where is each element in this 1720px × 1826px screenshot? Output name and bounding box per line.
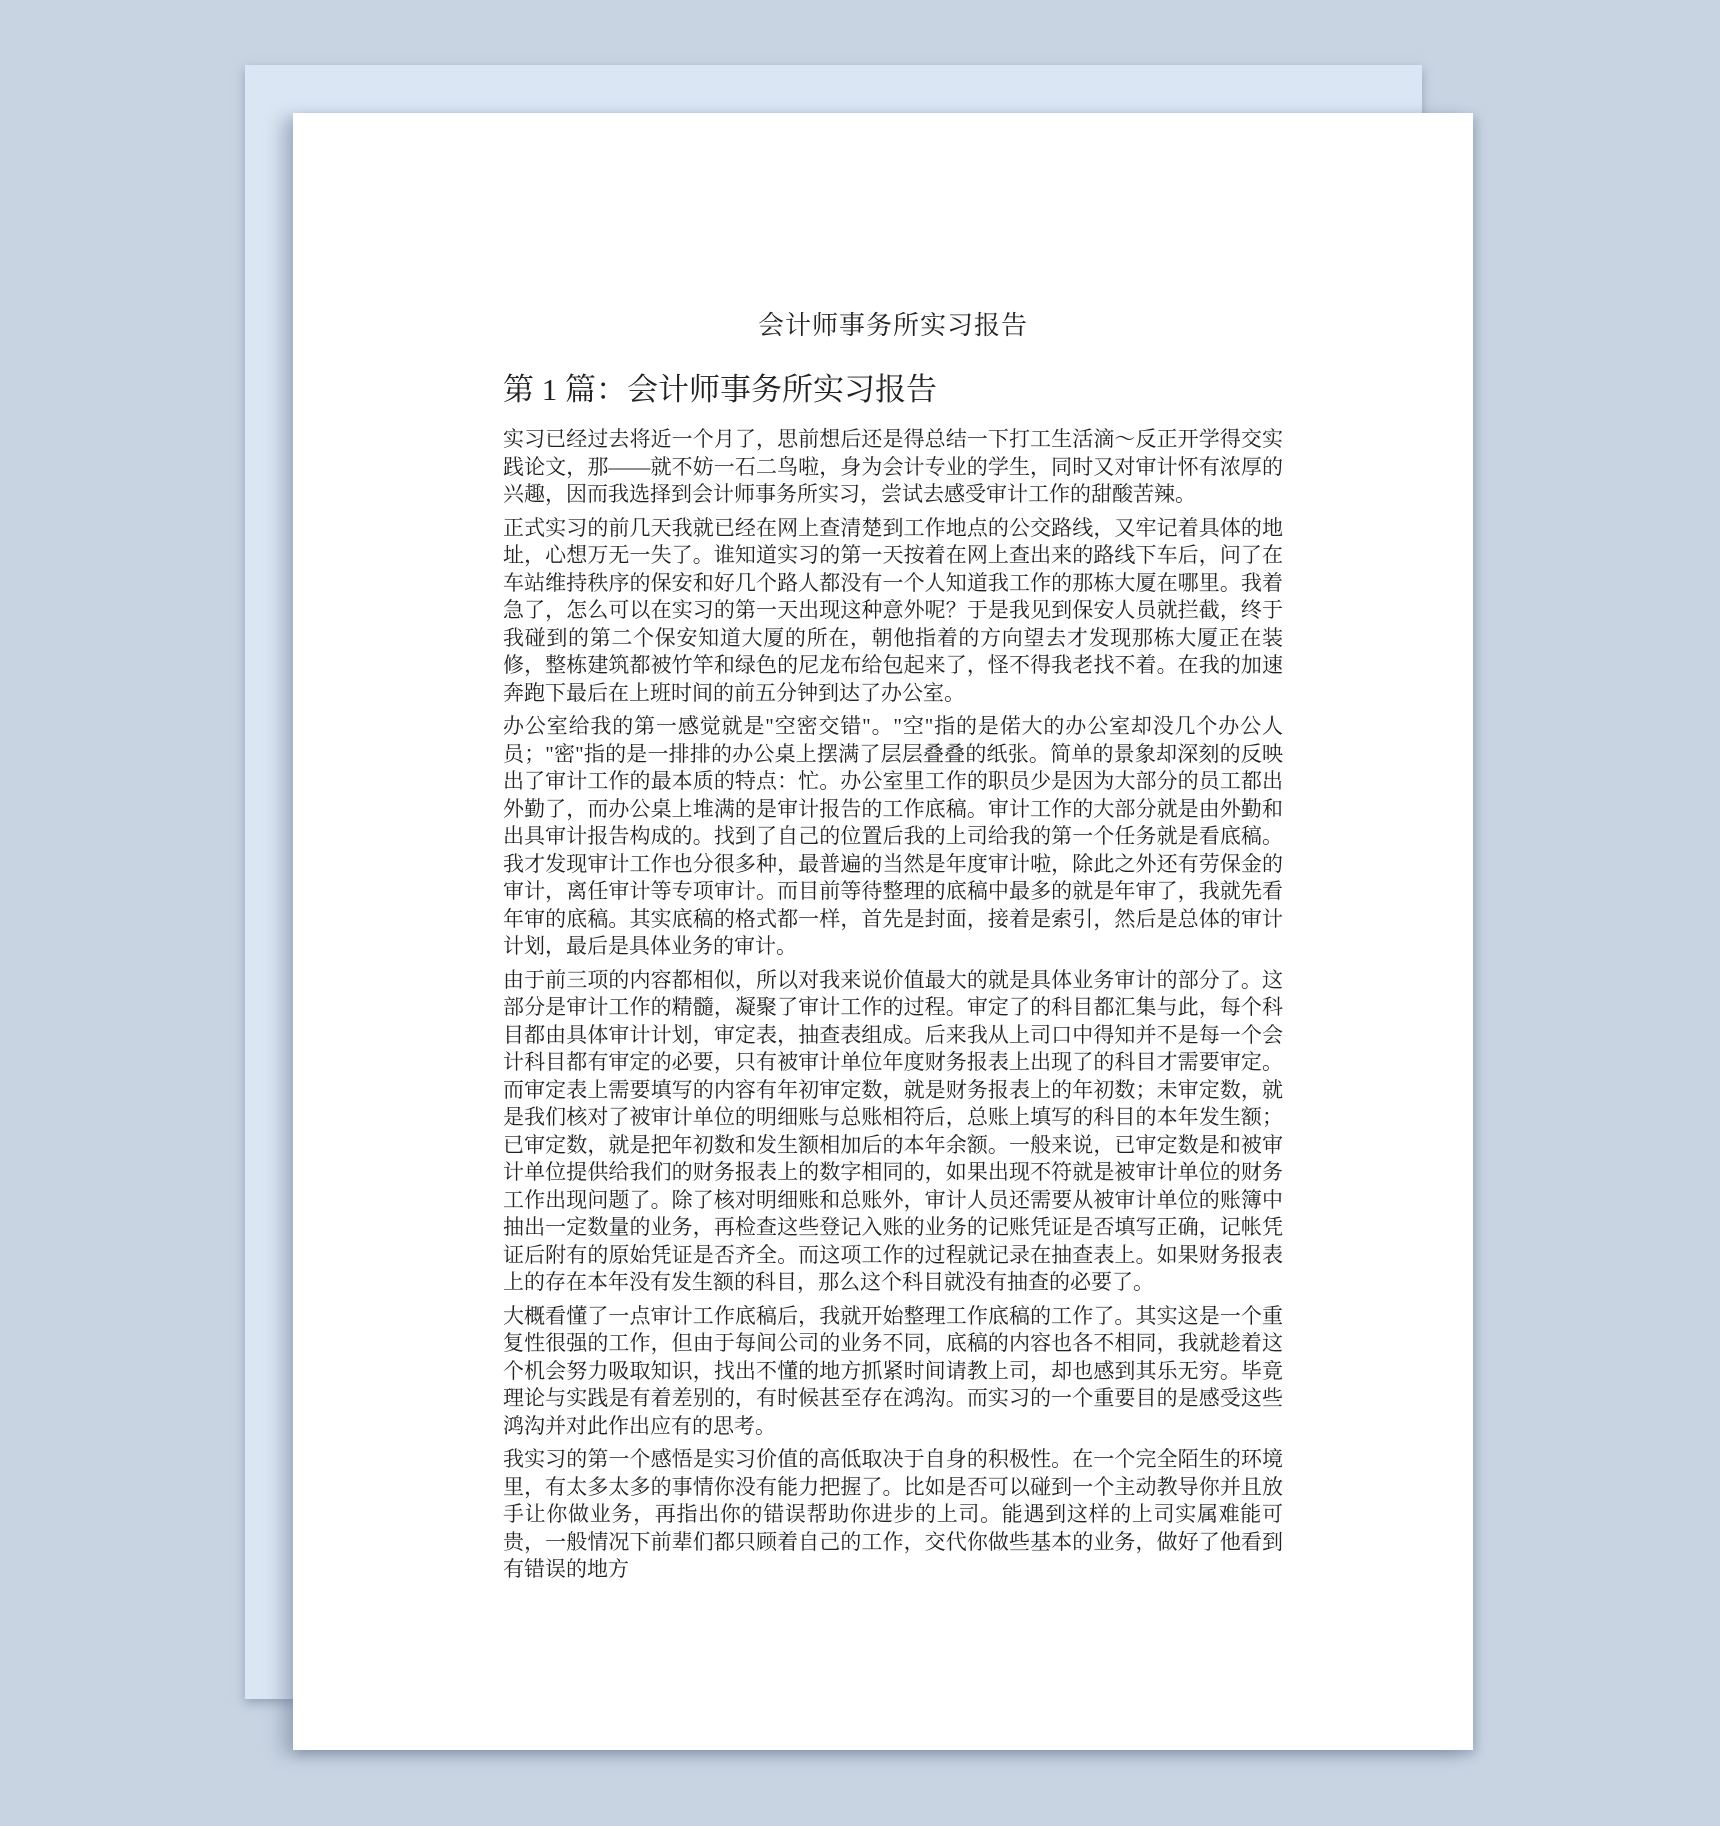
paragraph-5: 大概看懂了一点审计工作底稿后，我就开始整理工作底稿的工作了。其实这是一个重复性很强的工作，但由于每间公司的业务不同，底稿的内容也各不相同，我就趁着这个机会努力吸取知识，找出不懂的地方抓紧时间请教上司，却也感到其乐无穷。毕竟理论与实践是有着差别的，有时候甚至存在鸿沟。而实习的一个重要目的是感受这些鸿沟并对此作出应有的思考。	[503, 1303, 1283, 1438]
document-title: 会计师事务所实习报告	[757, 311, 1028, 340]
paragraph-3: 办公室给我的第一感觉就是"空密交错"。"空"指的是偌大的办公室却没几个办公人员；"密"指的是一排排的办公桌上摆满了层层叠叠的纸张。简单的景象却深刻的反映出了审计工作的最本质的特点：忙。办公室里工作的职员少是因为大部分的员工都出外勤了，而办公桌上堆满的是审计报告的工作底稿。审计工作的大部分就是由外勤和出具审计报告构成的。找到了自己的位置后我的上司给我的第一个任务就是看底稿。我才发现审计工作也分很多种，最普遍的当然是年度审计啦，除此之外还有劳保金的审计，离任审计等专项审计。而目前等待整理的底稿中最多的就是年审了，我就先看年审的底稿。其实底稿的格式都一样，首先是封面，接着是索引，然后是总体的审计计划，最后是具体业务的审计。	[503, 714, 1283, 958]
paragraph-4: 由于前三项的内容都相似，所以对我来说价值最大的就是具体业务审计的部分了。这部分是审计工作的精髓，凝聚了审计工作的过程。审定了的科目都汇集与此，每个科目都由具体审计计划，审定表，抽查表组成。后来我从上司口中得知并不是每一个会计科目都有审定的必要，只有被审计单位年度财务报表上出现了的科目才需要审定。而审定表上需要填写的内容有年初审定数，就是财务报表上的年初数；未审定数，就是我们核对了被审计单位的明细账与总账相符后，总账上填写的科目的本年发生额；已审定数，就是把年初数和发生额相加后的本年余额。一般来说，已审定数是和被审计单位提供给我们的财务报表上的数字相同的，如果出现不符就是被审计单位的财务工作出现问题了。除了核对明细账和总账外，审计人员还需要从被审计单位的账簿中抽出一定数量的业务，再检查这些登记入账的业务的记账凭证是否填写正确，记帐凭证后附有的原始凭证是否齐全。而这项工作的过程就记录在抽查表上。如果财务报表上的存在本年没有发生额的科目，那么这个科目就没有抽查的必要了。	[503, 967, 1283, 1294]
document-page	[293, 113, 1473, 1750]
paragraph-1: 实习已经过去将近一个月了，思前想后还是得总结一下打工生活滴～反正开学得交实践论文，那——就不妨一石二鸟啦，身为会计专业的学生，同时又对审计怀有浓厚的兴趣，因而我选择到会计师事务所实习，尝试去感受审计工作的甜酸苦辣。	[503, 427, 1283, 506]
paragraph-6: 我实习的第一个感悟是实习价值的高低取决于自身的积极性。在一个完全陌生的环境里，有太多太多的事情你没有能力把握了。比如是否可以碰到一个主动教导你并且放手让你做业务，再指出你的错误帮助你进步的上司。能遇到这样的上司实属难能可贵，一般情况下前辈们都只顾着自己的工作，交代你做些基本的业务，做好了他看到有错误的地方	[503, 1447, 1283, 1581]
paragraph-2: 正式实习的前几天我就已经在网上查清楚到工作地点的公交路线，又牢记着具体的地址，心想万无一失了。谁知道实习的第一天按着在网上查出来的路线下车后，问了在车站维持秩序的保安和好几个路人都没有一个人知道我工作的那栋大厦在哪里。我着急了，怎么可以在实习的第一天出现这种意外呢？于是我见到保安人员就拦截，终于我碰到的第二个保安知道大厦的所在，朝他指着的方向望去才发现那栋大厦正在装修，整栋建筑都被竹竿和绿色的尼龙布给包起来了，怪不得我老找不着。在我的加速奔跑下最后在上班时间的前五分钟到达了办公室。	[503, 515, 1283, 705]
section-heading: 第 1 篇：会计师事务所实习报告	[503, 372, 937, 407]
